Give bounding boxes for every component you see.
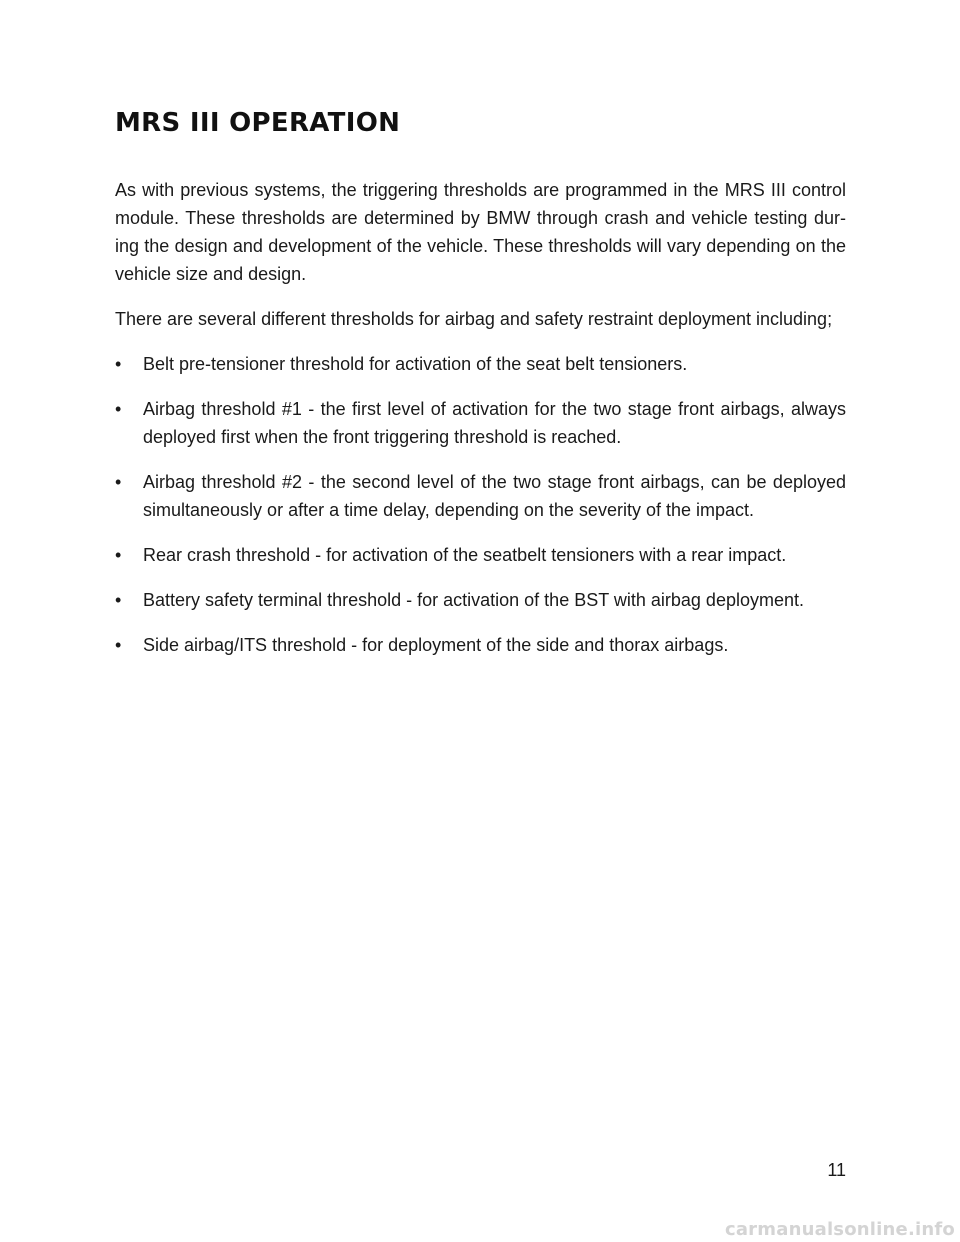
threshold-list [115, 350, 846, 659]
list-item-text: Side airbag/ITS threshold - for deployment of the side and thorax airbags. [143, 635, 729, 655]
thresholds-intro-paragraph: There are several different thresholds for airbag and safety restraint deployment including; [115, 309, 833, 329]
list-item [115, 350, 846, 378]
list-item-text: Battery safety terminal threshold - for activation of the BST with airbag deployment. [143, 590, 804, 610]
list-item-text: Belt pre-tensioner threshold for activation of the seat belt tensioners. [143, 354, 688, 374]
intro-paragraph: As with previous systems, the triggering thresholds are programmed in the MRS III control module. These thresholds are determined by BMW through crash and vehicle testing dur-ing the design and development of the vehicle. These thresholds will vary depending on the vehicle size and design. [115, 180, 846, 284]
list-item [115, 541, 846, 569]
list-item-text: Airbag threshold #2 - the second level of the two stage front airbags, can be deployed simultaneously or after a time delay, depending on the severity of the impact. [143, 472, 846, 520]
list-item [115, 468, 846, 524]
bullet-icon: • [115, 590, 122, 610]
bullet-icon: • [115, 472, 122, 492]
list-item-text: Airbag threshold #1 - the first level of activation for the two stage front airbags, always deployed first when the front triggering threshold is reached. [143, 399, 846, 447]
bullet-icon: • [115, 635, 122, 655]
list-item [115, 395, 846, 451]
bullet-icon: • [115, 399, 122, 419]
page-number: 11 [827, 1160, 846, 1180]
page-title: MRS III OPERATION [115, 108, 401, 138]
page-body [115, 176, 846, 676]
watermark: carmanualsonline.info [724, 1219, 955, 1240]
list-item [115, 631, 846, 659]
bullet-icon: • [115, 354, 122, 374]
list-item-text: Rear crash threshold - for activation of the seatbelt tensioners with a rear impact. [143, 545, 787, 565]
bullet-icon: • [115, 545, 122, 565]
list-item [115, 586, 846, 614]
